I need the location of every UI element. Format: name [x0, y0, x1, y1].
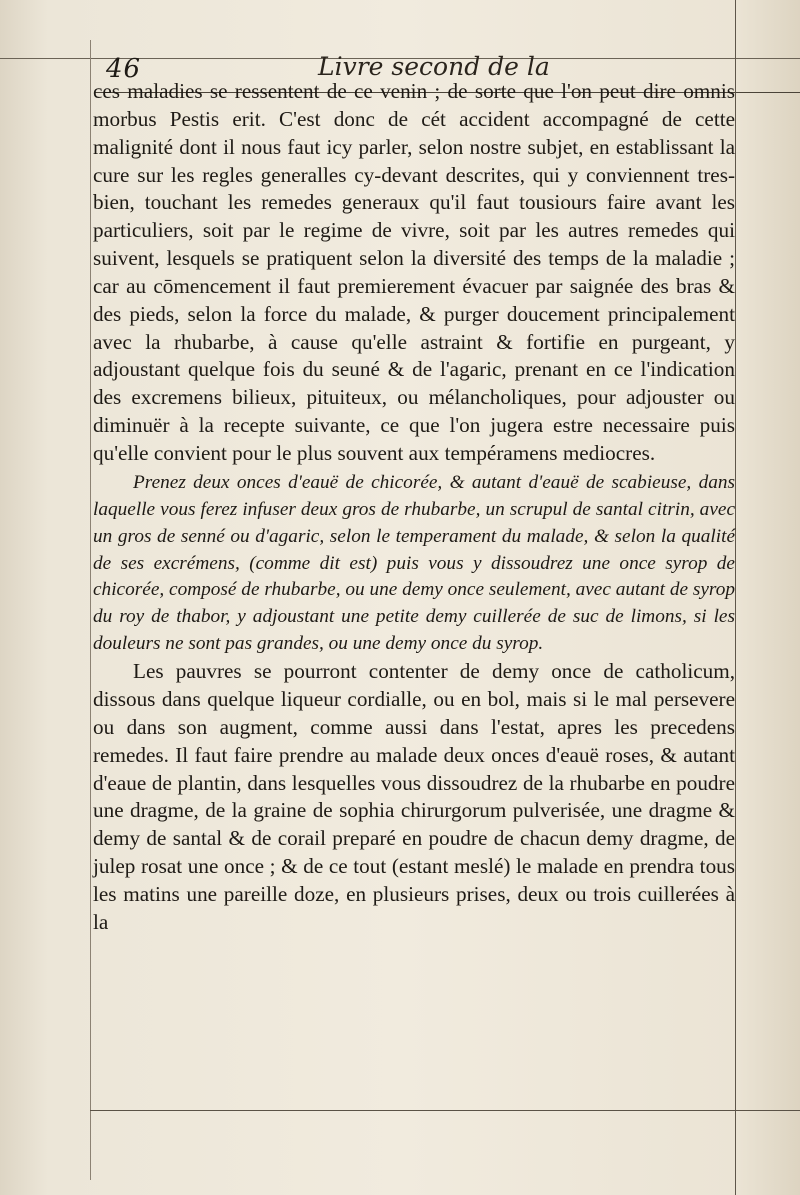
- running-head: Livre second de la: [318, 52, 550, 81]
- page-number: 46: [106, 54, 142, 84]
- right-margin-line: [735, 0, 736, 1195]
- left-margin-line: [90, 40, 91, 1180]
- paragraph: ces maladies se ressentent de ce venin ; de sorte que l'on peut dire omnis morbus Pestis erit. C'est donc de cét accident accompagné de cette malignité dont il nous faut icy parler, selon nostre subjet, en establissant la cure sur les regles generalles cy-devant descrites, qui y conviennent tres-bien, touchant les remedes generaux qu'il faut tousiours faire avant les particuliers, soit par le regime de vivre, soit par les autres remedes qui suivent, lesquels se pratiquent selon la diversité des temps de la maladie ; car au cōmencement il faut premierement évacuer par saignée des bras & des pieds, selon la force du malade, & purger doucement principalement avec la rhubarbe, à cause qu'elle astraint & fortifie en purgeant, y adjoustant quelque fois du seuné & de l'agaric, prenant en ce l'indication des excremens bilieux, pituiteux, ou mélancholiques, pour adjouster ou diminuër à la recepte suivante, ce que l'on jugera estre necessaire puis qu'elle convient pour le plus souvent aux tempéramens mediocres.: [93, 79, 735, 465]
- recipe-paragraph: Prenez deux onces d'eauë de chicorée, & autant d'eauë de scabieuse, dans laquelle vous ferez infuser deux gros de rhubarbe, un scrupul de santal citrin, avec un gros de senné ou d'agaric, selon le temperament du malade, & selon la qualité de ses excrémens, (comme dit est) puis vous y dissoudrez une once syrop de chicorée, composé de rhubarbe, ou une demy once seulement, avec autant de syrop du roy de thabor, y adjoustant une petite demy cuillerée de suc de limons, si les douleurs ne sont pas grandes, ou une demy once du syrop.: [93, 471, 735, 655]
- page-body: [93, 78, 735, 937]
- text-bottom-rule: [90, 1110, 800, 1111]
- paragraph: Les pauvres se pourront contenter de demy once de catholicum, dissous dans quelque liqueur cordialle, ou en bol, mais si le mal persevere ou dans son augment, comme aussi dans l'estat, apres les precedens remedes. Il faut faire prendre au malade deux onces d'eauë roses, & autant d'eaue de plantin, dans lesquelles vous dissoudrez de la rhubarbe en poudre une dragme, de la graine de sophia chirurgorum pulverisée, une dragme & demy de santal & de corail preparé en poudre de chacun demy dragme, de julep rosat une once ; & de ce tout (estant meslé) le malade en prendra tous les matins une pareille doze, en plusieurs prises, deux ou trois cuillerées à la: [93, 659, 735, 934]
